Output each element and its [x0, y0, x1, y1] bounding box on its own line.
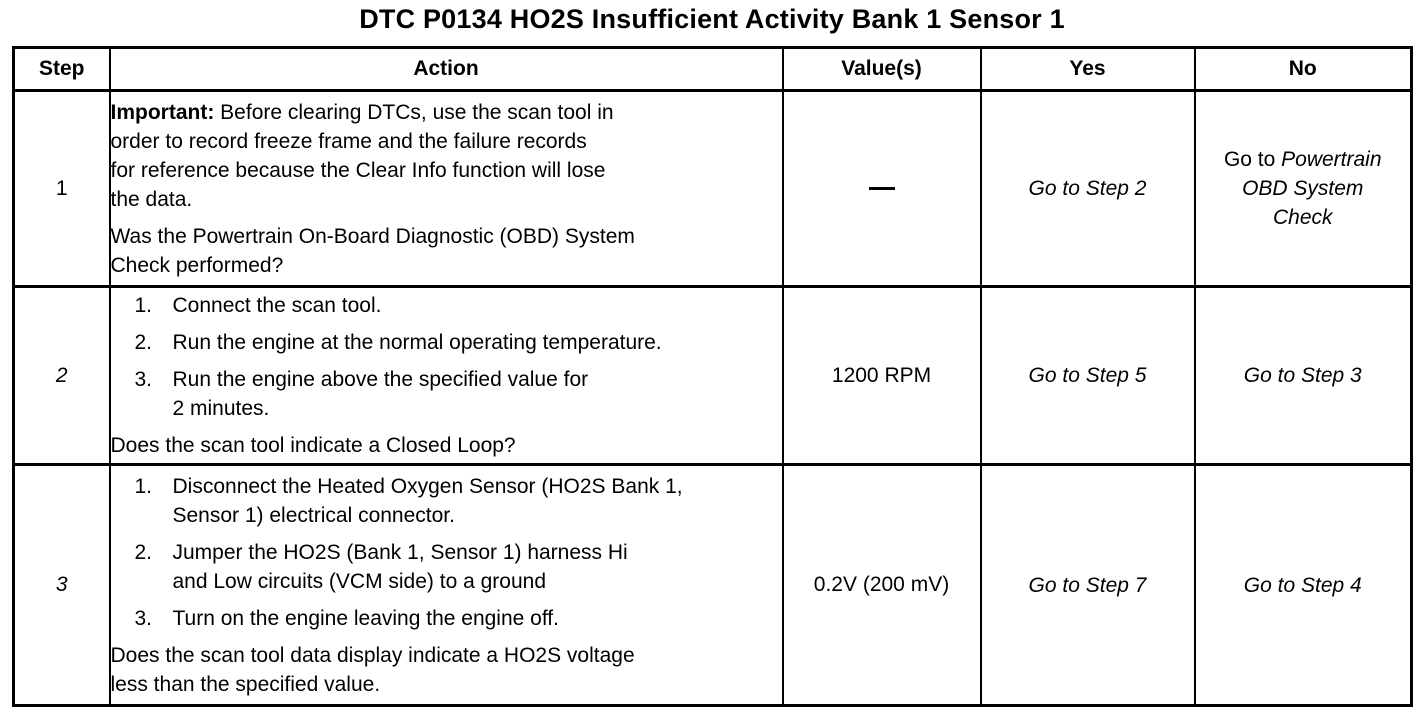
procedure-item	[111, 328, 782, 357]
important-label: Important:	[110, 100, 215, 124]
procedure-item	[111, 472, 782, 530]
step-question: Does the scan tool indicate a Closed Loop?	[110, 434, 516, 457]
page-title: DTC P0134 HO2S Insufficient Activity Bank 1 Sensor 1	[359, 4, 1065, 34]
yes-cell[interactable]: Go to Step 7	[981, 465, 1195, 706]
column-header-no: No	[1195, 48, 1412, 91]
action-cell	[110, 91, 783, 287]
procedure-text: Jumper the HO2S (Bank 1, Sensor 1) harness Hi	[172, 540, 628, 564]
procedure-item	[111, 291, 782, 320]
table-header-row	[14, 48, 1412, 91]
procedure-list	[111, 291, 782, 423]
value-cell: 0.2V (200 mV)	[783, 465, 981, 706]
no-cell[interactable]: Go to Step 4	[1195, 465, 1412, 706]
procedure-text: Sensor 1) electrical connector.	[172, 503, 455, 527]
procedure-text: Disconnect the Heated Oxygen Sensor (HO2S Bank 1,	[172, 474, 683, 498]
no-cell[interactable]	[1195, 91, 1412, 287]
step-number: 3	[14, 465, 110, 706]
action-text: the data.	[110, 187, 193, 211]
no-link-text: Check	[1272, 206, 1333, 229]
column-header-value: Value(s)	[783, 48, 981, 91]
yes-cell[interactable]: Go to Step 5	[981, 287, 1195, 465]
procedure-text: Run the engine at the normal operating temperature.	[172, 331, 662, 354]
column-header-action: Action	[110, 48, 783, 91]
procedure-item	[111, 604, 782, 633]
question-text: Check performed?	[110, 253, 284, 277]
step-number: 1	[14, 91, 110, 287]
table-row	[14, 287, 1412, 465]
procedure-text: Run the engine above the specified value for	[172, 368, 589, 391]
no-cell[interactable]: Go to Step 3	[1195, 287, 1412, 465]
table-row	[14, 465, 1412, 706]
action-text: Before clearing DTCs, use the scan tool in	[220, 100, 614, 124]
action-cell	[110, 287, 783, 465]
column-header-step: Step	[14, 48, 110, 91]
procedure-item	[111, 538, 782, 596]
no-link-text: OBD System	[1242, 177, 1364, 200]
procedure-text: Turn on the engine leaving the engine off.	[172, 606, 559, 630]
step-number: 2	[14, 287, 110, 465]
step-question	[111, 641, 782, 699]
table-row	[14, 91, 1412, 287]
column-header-yes: Yes	[981, 48, 1195, 91]
no-link-text: Powertrain	[1281, 148, 1382, 171]
procedure-item	[111, 365, 782, 423]
procedure-number: 2.	[134, 331, 153, 354]
procedure-number: 1.	[134, 294, 153, 317]
value-cell: 1200 RPM	[783, 287, 981, 465]
procedure-text: 2 minutes.	[172, 397, 270, 420]
question-text: Does the scan tool data display indicate a HO2S voltage	[110, 643, 635, 667]
question-text: Was the Powertrain On-Board Diagnostic (OBD) System	[110, 224, 635, 248]
procedure-text: Connect the scan tool.	[172, 294, 382, 317]
action-cell	[110, 465, 783, 706]
procedure-number: 3.	[134, 606, 153, 630]
procedure-list	[111, 472, 782, 633]
value-dash	[869, 187, 895, 190]
question-text: less than the specified value.	[110, 672, 381, 696]
step-question	[111, 222, 782, 280]
yes-cell[interactable]: Go to Step 2	[981, 91, 1195, 287]
procedure-number: 3.	[134, 368, 153, 391]
value-cell	[783, 91, 981, 287]
procedure-number: 1.	[134, 474, 153, 498]
procedure-text: and Low circuits (VCM side) to a ground	[172, 569, 546, 593]
procedure-number: 2.	[134, 540, 153, 564]
important-note	[111, 98, 782, 214]
diagnostic-table	[12, 46, 1413, 707]
action-text: order to record freeze frame and the failure records	[110, 129, 587, 153]
no-prefix: Go to	[1223, 148, 1276, 171]
action-text: for reference because the Clear Info function will lose	[110, 158, 606, 182]
